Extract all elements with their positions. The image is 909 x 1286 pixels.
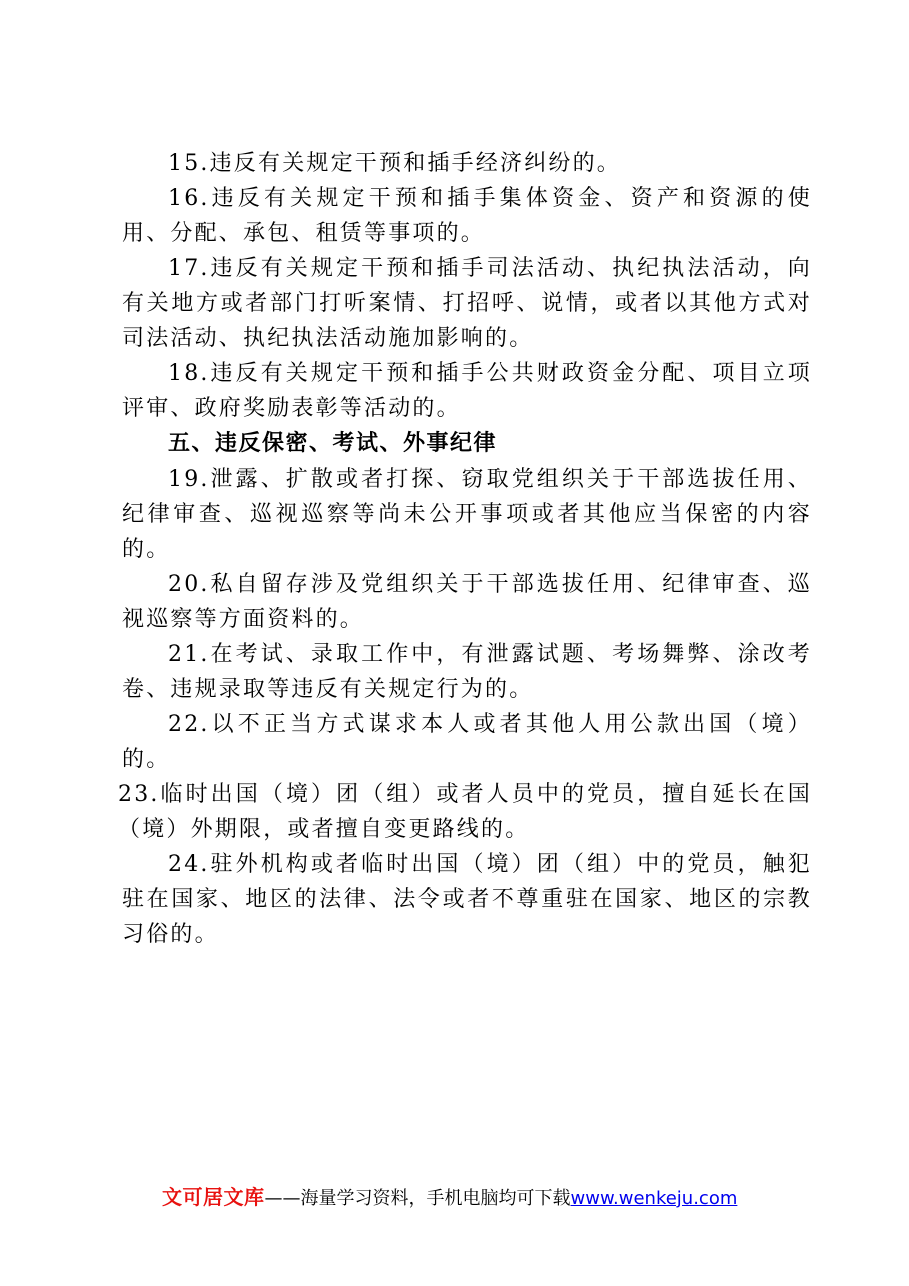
footer-brand: 文可居文库 bbox=[162, 1185, 265, 1209]
clause-16: 16.违反有关规定干预和插手集体资金、资产和资源的使用、分配、承包、租赁等事项的。 bbox=[122, 186, 812, 246]
clause-24: 24.驻外机构或者临时出国（境）团（组）中的党员，触犯驻在国家、地区的法律、法令或者不尊重驻在国家、地区的宗教习俗的。 bbox=[122, 852, 812, 947]
footer-banner bbox=[162, 1184, 737, 1212]
clause-23: 23.临时出国（境）团（组）或者人员中的党员，擅自延长在国（境）外期限，或者擅自变更路线的。 bbox=[118, 782, 812, 842]
clause-18: 18.违反有关规定干预和插手公共财政资金分配、项目立项评审、政府奖励表彰等活动的。 bbox=[122, 361, 812, 421]
clause-15: 15.违反有关规定干预和插手经济纠纷的。 bbox=[168, 151, 621, 176]
clause-20: 20.私自留存涉及党组织关于干部选拔任用、纪律审查、巡视巡察等方面资料的。 bbox=[122, 572, 812, 632]
clause-21: 21.在考试、录取工作中，有泄露试题、考场舞弊、涂改考卷、违规录取等违反有关规定行为的。 bbox=[122, 642, 812, 702]
section-heading-5: 五、违反保密、考试、外事纪律 bbox=[168, 431, 498, 456]
footer-website-link[interactable]: www.wenkeju.com bbox=[570, 1188, 738, 1209]
clause-19: 19.泄露、扩散或者打探、窃取党组织关于干部选拔任用、纪律审查、巡视巡察等尚未公开事项或者其他应当保密的内容的。 bbox=[122, 467, 812, 562]
clause-22: 22.以不正当方式谋求本人或者其他人用公款出国（境）的。 bbox=[122, 712, 812, 772]
document-body bbox=[118, 146, 812, 952]
footer-tagline: ——海量学习资料，手机电脑均可下载 bbox=[264, 1188, 571, 1209]
clause-17: 17.违反有关规定干预和插手司法活动、执纪执法活动，向有关地方或者部门打听案情、打招呼、说情，或者以其他方式对司法活动、执纪执法活动施加影响的。 bbox=[122, 256, 812, 351]
